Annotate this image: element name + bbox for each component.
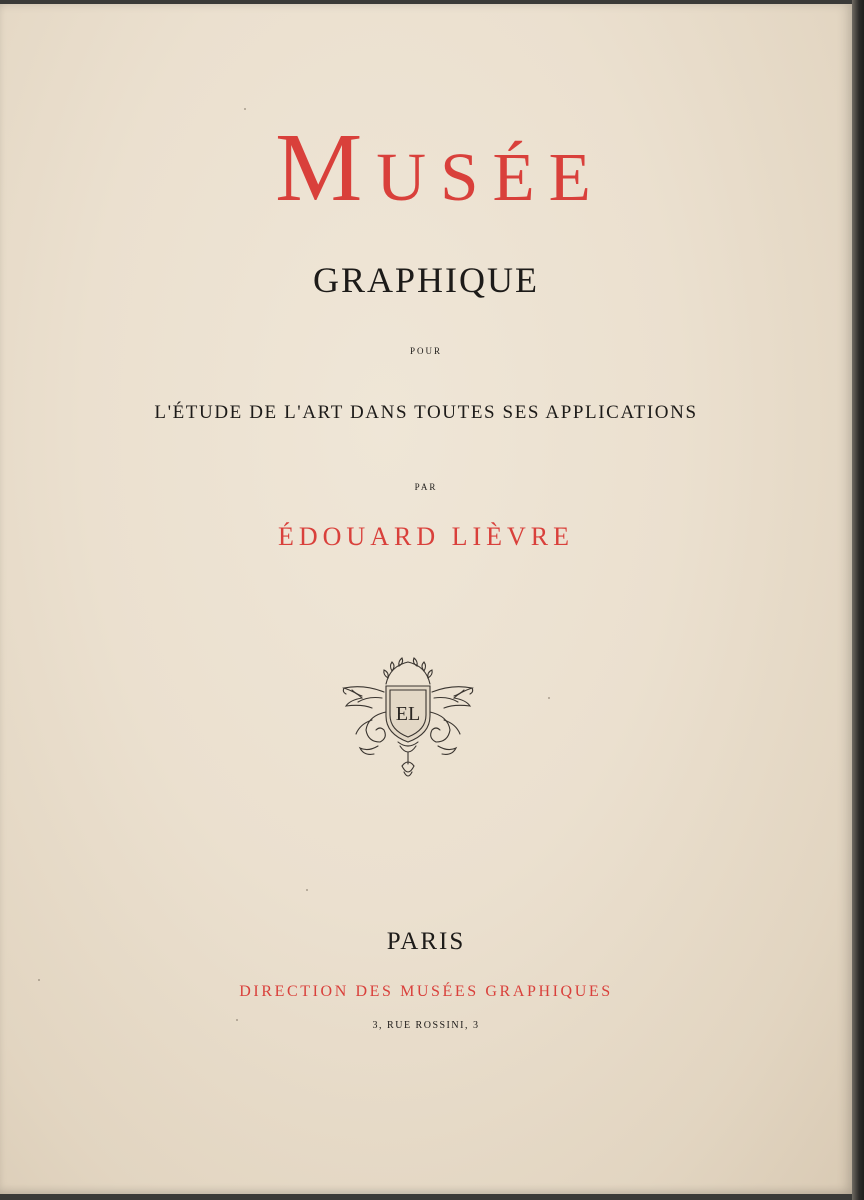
book-title: Musée: [275, 114, 605, 222]
book-page-edge: [852, 0, 864, 1200]
publisher-name: DIRECTION DES MUSÉES GRAPHIQUES: [239, 983, 613, 1000]
paper-speck: [38, 979, 40, 981]
author-name: ÉDOUARD LIÈVRE: [277, 522, 575, 551]
paper-speck: [306, 889, 308, 891]
title-page: [0, 4, 853, 1194]
pour-connector: POUR: [409, 346, 442, 356]
book-subtitle: GRAPHIQUE: [312, 260, 539, 300]
paper-speck: [548, 697, 550, 699]
par-connector: PAR: [414, 482, 438, 492]
publisher-emblem: [338, 654, 478, 782]
paper-speck: [236, 1019, 238, 1021]
publisher-address: 3, RUE ROSSINI, 3: [372, 1020, 480, 1031]
publication-city: PARIS: [386, 928, 466, 955]
emblem-monogram: EL: [395, 703, 421, 725]
paper-speck: [244, 108, 246, 110]
book-purpose: L'ÉTUDE DE L'ART DANS TOUTES SES APPLICATIONS: [154, 402, 698, 423]
